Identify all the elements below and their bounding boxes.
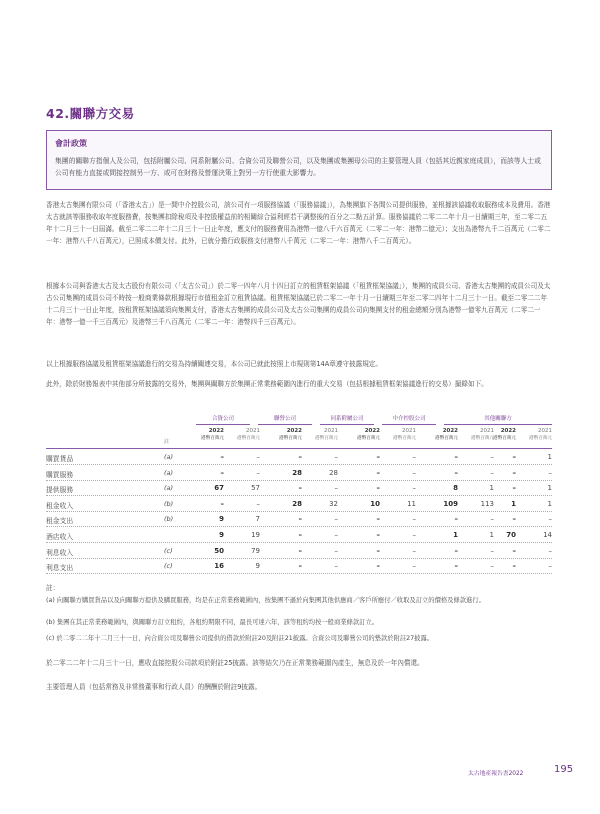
table-cell: – <box>376 484 380 493</box>
table-cell: – <box>548 546 552 555</box>
table-row <box>46 465 552 481</box>
table-cell: – <box>490 515 494 524</box>
table-cell: 1 <box>547 453 552 461</box>
table-row <box>46 527 552 543</box>
table-cell: 9 <box>219 515 224 524</box>
row-label: 利息支出 <box>46 564 74 573</box>
table-cell: – <box>298 453 302 461</box>
table-cell: – <box>220 453 224 461</box>
table-row <box>46 449 552 465</box>
table-cell: – <box>412 531 416 539</box>
table-cell: – <box>256 468 260 477</box>
table-cell: 16 <box>214 562 224 571</box>
table-cell: 1 <box>453 531 458 539</box>
table-cell: – <box>412 453 416 461</box>
table-cell: 79 <box>251 546 260 555</box>
policy-body: 集團的關聯方指個人及公司，包括附屬公司、同系附屬公司、合資公司及聯營公司，以及集團或集團母公司的主要管理人員（包括其近親家庭成員），而該等人士或公司有能力直接或間接控制另一方、或可在財務及營運決策上對另一方行使重大影響力。 <box>55 157 541 177</box>
table-cell: 7 <box>255 515 260 524</box>
table-cell: – <box>334 484 338 493</box>
table-cell: 9 <box>255 562 260 571</box>
row-note-ref: (c) <box>164 562 173 571</box>
row-label: 租金收入 <box>46 501 74 510</box>
row-label: 購買貨品 <box>46 455 74 463</box>
paragraph-connected-transactions: 以上根據服務協議及租賃框架協議進行的交易為持續關連交易，本公司已就此按照上市規則第14A章遵守披露規定。 <box>46 360 382 368</box>
note-b: (b) 集團在其正常業務範圍內，與關聯方訂立租約，各租約期限不同，最長可達六年，該等租約均按一般商業條款訂立。 <box>46 619 379 626</box>
table-cell: – <box>376 468 380 477</box>
table-cell: 28 <box>292 499 302 508</box>
row-label: 提供服務 <box>46 486 74 495</box>
table-cell: – <box>376 531 380 539</box>
row-label: 酒店收入 <box>46 533 74 541</box>
year-header: 2022 港幣百萬元 <box>493 428 516 441</box>
row-note-ref: (a) <box>164 484 174 493</box>
row-label: 利息收入 <box>46 548 74 557</box>
table-cell: – <box>376 515 380 524</box>
footer-report-name: 太古地產報告書2022 <box>468 771 524 777</box>
table-cell: – <box>412 468 416 477</box>
table-cell: – <box>376 562 380 571</box>
group-header-other-related: 其他關聯方 <box>444 414 552 425</box>
row-label: 租金支出 <box>46 517 74 526</box>
table-row <box>46 496 552 512</box>
table-cell: 50 <box>214 546 224 555</box>
table-cell: – <box>454 515 458 524</box>
policy-title: 會計政策 <box>55 139 87 148</box>
year-header: 2021 港幣百萬元 <box>471 428 494 441</box>
table-cell: – <box>334 562 338 571</box>
table-row <box>46 480 552 496</box>
paragraph-service-agreement: 香港太古集團有限公司（「香港太古」）是一間中介控股公司，該公司有一項服務協議（「服務協議」），為集團旗下各間公司提供服務，並根據該協議收取服務成本及費用。香港太古就該等服務收取年度服務費，按集團扣除稅項及非控股權益前的相關綜合溢利經若干調整後的百分之二點五計算。服務協議於二零二二年十月一日續期三年，至二零二五年十二月三十一日屆滿。截至二零二二年十二月三十一日止年度，應支付的服務費用為港幣一億八千六百萬元（二零二一年：港幣二億元）；支出為港幣九千二百萬元（二零二一年：港幣八千八百萬元），已照成本價支付。此外，已就分擔行政服務支付港幣八千萬元（二零二一年：港幣八千二百萬元）。 <box>46 201 551 245</box>
table-cell: – <box>412 515 416 524</box>
year-header: 2022 港幣百萬元 <box>435 428 458 441</box>
row-note-ref: (b) <box>164 515 174 524</box>
table-cell: – <box>454 468 458 477</box>
table-cell: 8 <box>453 484 458 493</box>
table-cell: – <box>490 453 494 461</box>
table-cell: – <box>454 453 458 461</box>
table-cell: – <box>490 546 494 555</box>
row-note-ref: (a) <box>164 453 174 461</box>
table-cell: 19 <box>251 531 260 539</box>
year-header: 2021 港幣百萬元 <box>393 428 416 441</box>
table-row <box>46 558 552 574</box>
table-cell: 9 <box>219 531 224 539</box>
table-cell: 14 <box>543 531 552 539</box>
table-cell: 1 <box>547 499 552 508</box>
note-column-header: 註 <box>164 439 170 445</box>
table-cell: – <box>376 453 380 461</box>
table-cell: – <box>512 546 516 555</box>
table-cell: – <box>454 546 458 555</box>
table-cell: – <box>490 562 494 571</box>
table-cell: 109 <box>443 499 458 508</box>
table-cell: 28 <box>329 468 338 477</box>
paragraph-tenancy-agreement: 根據本公司與香港太古及太古股份有限公司（「太古公司」）於二零一四年八月十四日訂立的租賃框架協議（「租賃框架協議」），集團的成員公司、香港太古集團的成員公司及太古公司集團的成員公司不時按一般商業條款根據現行市值租金訂立租賃協議。租賃框架協議已於二零二一年十月一日續期三年至二零二四年十二月三十一日。截至二零二二年十二月三十一日止年度，按租賃框架協議須向集團支付，香港太古集團的成員公司及太古公司集團的成員公司向集團支付的租金總額分別為港幣一億零九百萬元（二零二一年：港幣一億一千三百萬元）及港幣三千八百萬元（二零二一年：港幣四千三百萬元）。 <box>46 282 551 326</box>
table-cell: 57 <box>251 484 260 493</box>
row-note-ref: (b) <box>164 499 174 508</box>
table-cell: 1 <box>489 531 494 539</box>
table-cell: – <box>412 546 416 555</box>
table-cell: – <box>298 546 302 555</box>
table-cell: – <box>334 531 338 539</box>
table-cell: – <box>548 515 552 524</box>
row-note-ref: (a) <box>164 468 174 477</box>
table-cell: 67 <box>214 484 224 493</box>
closing-paragraph-key-management: 主要管理人員（包括常務及非常務董事和行政人員）的酬酬於附註9披露。 <box>46 683 262 691</box>
table-cell: 1 <box>511 499 516 508</box>
group-header-fellow-subsidiaries: 同系附屬公司 <box>320 414 374 425</box>
table-cell: 1 <box>547 484 552 493</box>
table-cell: – <box>512 562 516 571</box>
table-cell: 11 <box>407 499 416 508</box>
table-cell: – <box>512 453 516 461</box>
table-cell: – <box>512 484 516 493</box>
table-cell: – <box>298 531 302 539</box>
table-cell: 32 <box>329 499 338 508</box>
note-a: (a) 向關聯方購買貨品以及向關聯方提供及購買服務，均是在正常業務範圍內，按集團不遜於向集團其他供應商／客戶所應付／收取及訂立的價格及條款進行。 <box>46 597 485 604</box>
table-cell: – <box>454 562 458 571</box>
table-cell: – <box>298 515 302 524</box>
group-header-intermediate-holding: 中介控股公司 <box>382 414 436 425</box>
note-c: (c) 於二零二二年十二月三十一日，向合資公司及聯營公司提供的借款於附註20及附註21披露。合資公司及聯營公司的墊款於附註27披露。 <box>46 635 434 642</box>
table-cell: – <box>512 515 516 524</box>
row-note-ref: (c) <box>164 546 173 555</box>
table-cell: – <box>334 515 338 524</box>
table-cell: – <box>512 468 516 477</box>
table-cell: – <box>256 453 260 461</box>
row-label: 購買服務 <box>46 470 74 479</box>
year-header: 2022 港幣百萬元 <box>279 428 302 441</box>
table-cell: 70 <box>506 531 516 539</box>
table-row <box>46 511 552 527</box>
closing-paragraph-receivable: 於二零二二年十二月三十一日，應收直接控股公司款項於附註25披露。該等結欠乃在正常業務範圍內產生，無息及於一年內償還。 <box>46 659 424 667</box>
table-cell: – <box>298 484 302 493</box>
page-number: 195 <box>554 764 574 775</box>
table-cell: 28 <box>292 468 302 477</box>
table-cell: – <box>412 484 416 493</box>
table-cell: – <box>220 468 224 477</box>
paragraph-other-transactions: 此外，除於財務報表中其他部分所披露的交易外，集團與關聯方於集團正常業務範圍內進行的重大交易（包括根據租賃框架協議進行的交易）撮錄如下。 <box>46 380 488 388</box>
year-header: 2022 港幣百萬元 <box>357 428 380 441</box>
table-cell: – <box>334 546 338 555</box>
section-title: 關聯方交易 <box>69 106 135 121</box>
table-cell: 1 <box>489 484 494 493</box>
table-cell: – <box>298 562 302 571</box>
table-cell: – <box>256 499 260 508</box>
table-cell: 113 <box>480 499 494 508</box>
section-number: 42. <box>46 106 70 121</box>
year-header: 2021 港幣百萬元 <box>315 428 338 441</box>
section-heading <box>46 104 135 122</box>
group-header-joint-ventures: 合資公司 <box>196 414 250 425</box>
accounting-policy-box <box>46 130 552 190</box>
year-header: 2021 港幣百萬元 <box>529 428 552 441</box>
table-cell: – <box>412 562 416 571</box>
table-row <box>46 543 552 559</box>
table-cell: – <box>548 562 552 571</box>
table-cell: – <box>548 468 552 477</box>
table-cell: – <box>334 453 338 461</box>
table-cell: 10 <box>370 499 380 508</box>
notes-title: 註： <box>46 584 60 592</box>
year-header: 2021 港幣百萬元 <box>237 428 260 441</box>
group-header-associates: 聯營公司 <box>258 414 312 425</box>
year-header: 2022 港幣百萬元 <box>201 428 224 441</box>
table-cell: – <box>220 499 224 508</box>
table-cell: – <box>490 468 494 477</box>
table-cell: – <box>376 546 380 555</box>
